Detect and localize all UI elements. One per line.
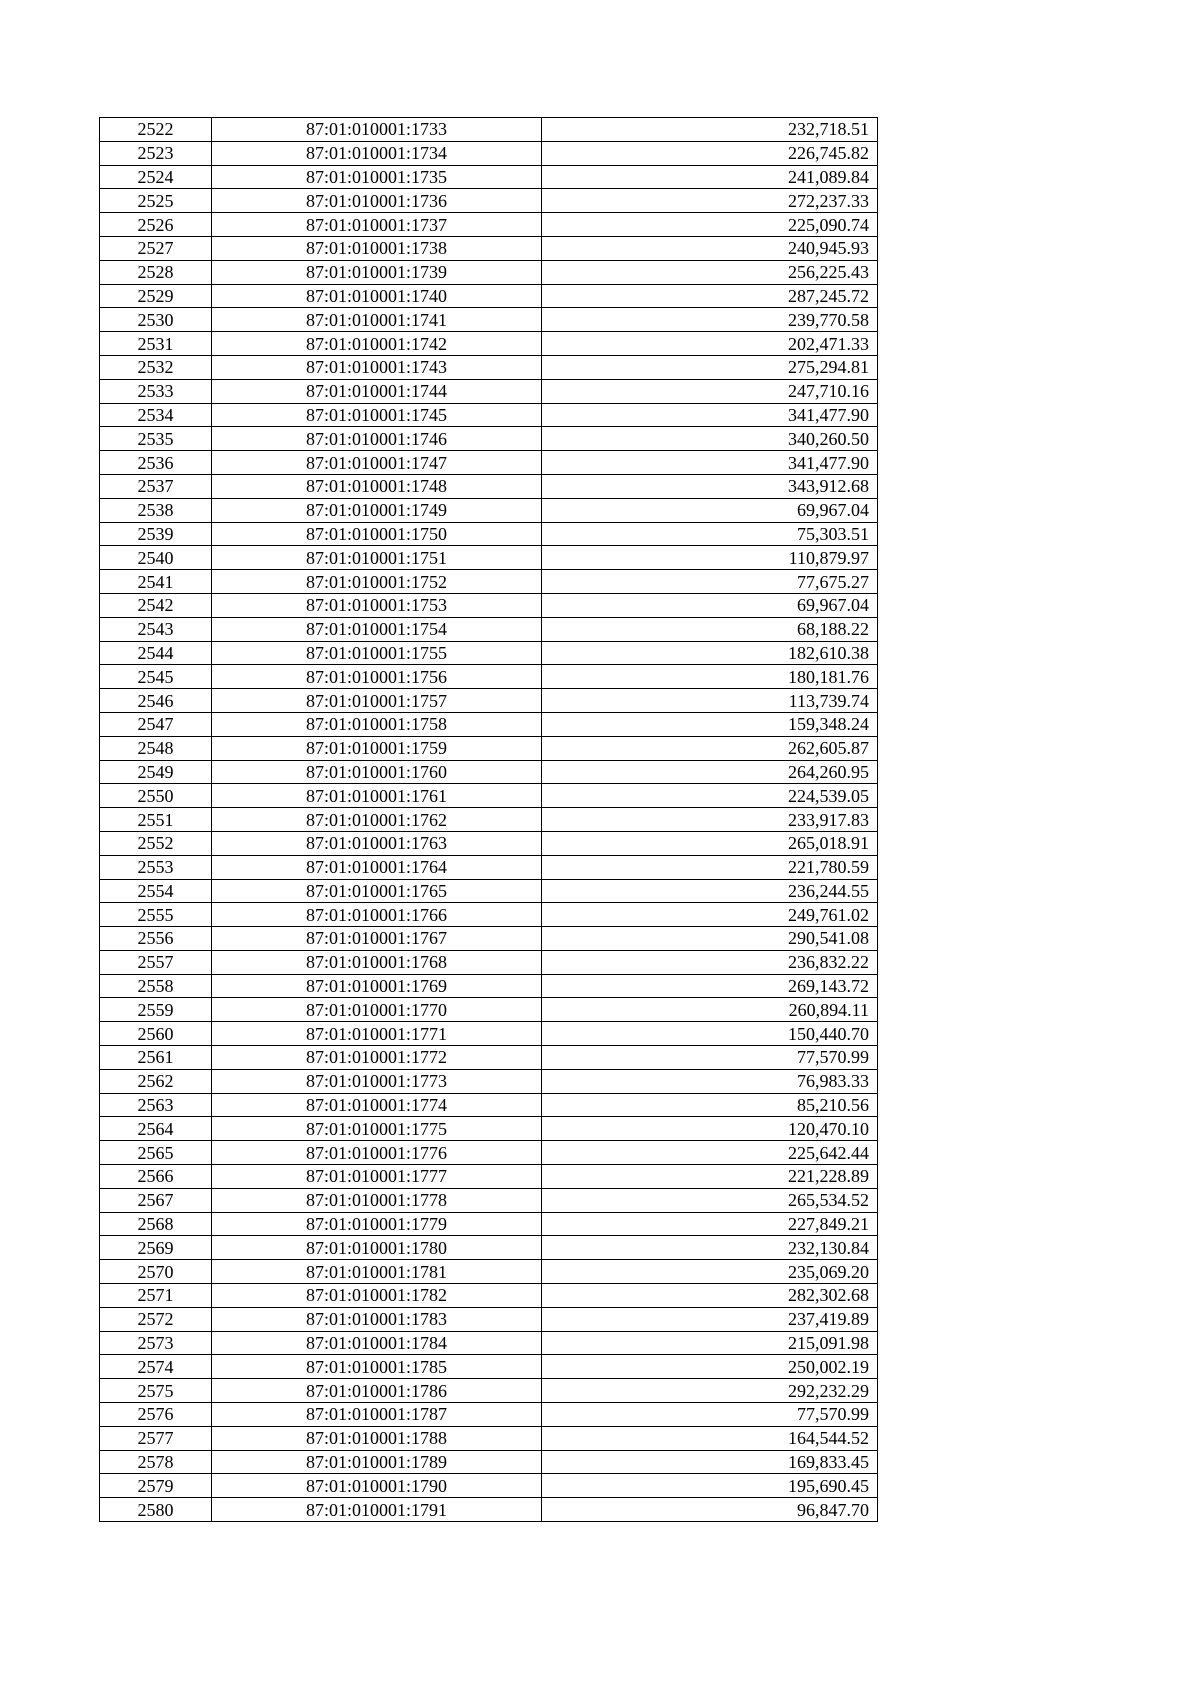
table-row — [100, 403, 878, 427]
row-number-cell: 2566 — [100, 1165, 212, 1189]
row-number-cell: 2550 — [100, 784, 212, 808]
cadastral-number-cell: 87:01:010001:1783 — [212, 1307, 542, 1331]
cadastral-value-cell: 226,745.82 — [542, 141, 878, 165]
cadastral-value-cell: 292,232.29 — [542, 1379, 878, 1403]
cadastral-number-cell: 87:01:010001:1753 — [212, 593, 542, 617]
row-number-cell: 2526 — [100, 213, 212, 237]
table-row — [100, 522, 878, 546]
cadastral-value-cell: 221,228.89 — [542, 1165, 878, 1189]
row-number-cell: 2573 — [100, 1331, 212, 1355]
cadastral-value-cell: 225,090.74 — [542, 213, 878, 237]
cadastral-value-cell: 77,570.99 — [542, 1046, 878, 1070]
cadastral-number-cell: 87:01:010001:1757 — [212, 689, 542, 713]
cadastral-value-cell: 343,912.68 — [542, 474, 878, 498]
cadastral-number-cell: 87:01:010001:1750 — [212, 522, 542, 546]
row-number-cell: 2542 — [100, 593, 212, 617]
table-row — [100, 1236, 878, 1260]
cadastral-value-cell: 85,210.56 — [542, 1093, 878, 1117]
row-number-cell: 2539 — [100, 522, 212, 546]
row-number-cell: 2554 — [100, 879, 212, 903]
cadastral-value-cell: 232,718.51 — [542, 118, 878, 142]
table-row — [100, 1307, 878, 1331]
cadastral-number-cell: 87:01:010001:1778 — [212, 1188, 542, 1212]
cadastral-value-cell: 247,710.16 — [542, 379, 878, 403]
row-number-cell: 2544 — [100, 641, 212, 665]
table-row — [100, 236, 878, 260]
cadastral-value-cell: 96,847.70 — [542, 1498, 878, 1522]
table-row — [100, 1093, 878, 1117]
table-row — [100, 451, 878, 475]
row-number-cell: 2570 — [100, 1260, 212, 1284]
row-number-cell: 2541 — [100, 570, 212, 594]
row-number-cell: 2538 — [100, 498, 212, 522]
cadastral-value-cell: 249,761.02 — [542, 903, 878, 927]
cadastral-value-cell: 225,642.44 — [542, 1141, 878, 1165]
table-row — [100, 165, 878, 189]
cadastral-value-cell: 269,143.72 — [542, 974, 878, 998]
cadastral-value-cell: 233,917.83 — [542, 808, 878, 832]
cadastral-number-cell: 87:01:010001:1779 — [212, 1212, 542, 1236]
table-row — [100, 1165, 878, 1189]
row-number-cell: 2571 — [100, 1284, 212, 1308]
cadastral-value-cell: 69,967.04 — [542, 498, 878, 522]
cadastral-value-cell: 265,534.52 — [542, 1188, 878, 1212]
row-number-cell: 2578 — [100, 1450, 212, 1474]
row-number-cell: 2580 — [100, 1498, 212, 1522]
row-number-cell: 2561 — [100, 1046, 212, 1070]
cadastral-number-cell: 87:01:010001:1787 — [212, 1403, 542, 1427]
cadastral-number-cell: 87:01:010001:1748 — [212, 474, 542, 498]
cadastral-value-cell: 341,477.90 — [542, 403, 878, 427]
cadastral-value-cell: 237,419.89 — [542, 1307, 878, 1331]
cadastral-number-cell: 87:01:010001:1765 — [212, 879, 542, 903]
row-number-cell: 2559 — [100, 998, 212, 1022]
table-row — [100, 1284, 878, 1308]
row-number-cell: 2533 — [100, 379, 212, 403]
cadastral-number-cell: 87:01:010001:1751 — [212, 546, 542, 570]
cadastral-value-cell: 77,675.27 — [542, 570, 878, 594]
table-row — [100, 213, 878, 237]
row-number-cell: 2548 — [100, 736, 212, 760]
row-number-cell: 2531 — [100, 332, 212, 356]
cadastral-number-cell: 87:01:010001:1791 — [212, 1498, 542, 1522]
cadastral-value-cell: 290,541.08 — [542, 927, 878, 951]
table-row — [100, 308, 878, 332]
cadastral-number-cell: 87:01:010001:1780 — [212, 1236, 542, 1260]
cadastral-number-cell: 87:01:010001:1786 — [212, 1379, 542, 1403]
cadastral-number-cell: 87:01:010001:1735 — [212, 165, 542, 189]
cadastral-value-cell: 241,089.84 — [542, 165, 878, 189]
table-row — [100, 332, 878, 356]
row-number-cell: 2556 — [100, 927, 212, 951]
cadastral-number-cell: 87:01:010001:1789 — [212, 1450, 542, 1474]
cadastral-number-cell: 87:01:010001:1737 — [212, 213, 542, 237]
cadastral-value-cell: 272,237.33 — [542, 189, 878, 213]
cadastral-number-cell: 87:01:010001:1752 — [212, 570, 542, 594]
cadastral-number-cell: 87:01:010001:1770 — [212, 998, 542, 1022]
cadastral-number-cell: 87:01:010001:1777 — [212, 1165, 542, 1189]
cadastral-value-cell: 182,610.38 — [542, 641, 878, 665]
cadastral-value-cell: 235,069.20 — [542, 1260, 878, 1284]
cadastral-number-cell: 87:01:010001:1758 — [212, 712, 542, 736]
cadastral-number-cell: 87:01:010001:1749 — [212, 498, 542, 522]
table-row — [100, 712, 878, 736]
cadastral-value-cell: 195,690.45 — [542, 1474, 878, 1498]
cadastral-value-cell: 69,967.04 — [542, 593, 878, 617]
row-number-cell: 2576 — [100, 1403, 212, 1427]
cadastral-number-cell: 87:01:010001:1756 — [212, 665, 542, 689]
table-row — [100, 474, 878, 498]
row-number-cell: 2577 — [100, 1426, 212, 1450]
row-number-cell: 2543 — [100, 617, 212, 641]
cadastral-value-cell: 224,539.05 — [542, 784, 878, 808]
table-row — [100, 427, 878, 451]
row-number-cell: 2522 — [100, 118, 212, 142]
table-row — [100, 189, 878, 213]
cadastral-number-cell: 87:01:010001:1782 — [212, 1284, 542, 1308]
row-number-cell: 2568 — [100, 1212, 212, 1236]
row-number-cell: 2569 — [100, 1236, 212, 1260]
table-row — [100, 498, 878, 522]
table-row — [100, 1450, 878, 1474]
cadastral-value-cell: 180,181.76 — [542, 665, 878, 689]
table-row — [100, 1022, 878, 1046]
cadastral-number-cell: 87:01:010001:1781 — [212, 1260, 542, 1284]
cadastral-number-cell: 87:01:010001:1774 — [212, 1093, 542, 1117]
cadastral-value-cell: 240,945.93 — [542, 236, 878, 260]
cadastral-number-cell: 87:01:010001:1755 — [212, 641, 542, 665]
row-number-cell: 2546 — [100, 689, 212, 713]
table-row — [100, 808, 878, 832]
cadastral-value-cell: 120,470.10 — [542, 1117, 878, 1141]
table-row — [100, 284, 878, 308]
table-row — [100, 379, 878, 403]
cadastral-value-cell: 256,225.43 — [542, 260, 878, 284]
table-row — [100, 1260, 878, 1284]
table-row — [100, 593, 878, 617]
table-row — [100, 118, 878, 142]
cadastral-value-cell: 232,130.84 — [542, 1236, 878, 1260]
table-row — [100, 1379, 878, 1403]
table-row — [100, 689, 878, 713]
cadastral-value-cell: 76,983.33 — [542, 1069, 878, 1093]
table-row — [100, 1141, 878, 1165]
cadastral-number-cell: 87:01:010001:1767 — [212, 927, 542, 951]
table-row — [100, 665, 878, 689]
cadastral-number-cell: 87:01:010001:1773 — [212, 1069, 542, 1093]
table-body — [100, 118, 878, 1522]
cadastral-number-cell: 87:01:010001:1790 — [212, 1474, 542, 1498]
table-row — [100, 141, 878, 165]
cadastral-value-cell: 68,188.22 — [542, 617, 878, 641]
cadastral-number-cell: 87:01:010001:1760 — [212, 760, 542, 784]
cadastral-value-cell: 77,570.99 — [542, 1403, 878, 1427]
row-number-cell: 2558 — [100, 974, 212, 998]
table-row — [100, 831, 878, 855]
row-number-cell: 2557 — [100, 950, 212, 974]
cadastral-number-cell: 87:01:010001:1762 — [212, 808, 542, 832]
cadastral-number-cell: 87:01:010001:1738 — [212, 236, 542, 260]
table-row — [100, 1069, 878, 1093]
row-number-cell: 2536 — [100, 451, 212, 475]
row-number-cell: 2572 — [100, 1307, 212, 1331]
row-number-cell: 2560 — [100, 1022, 212, 1046]
row-number-cell: 2537 — [100, 474, 212, 498]
table-row — [100, 1403, 878, 1427]
cadastral-number-cell: 87:01:010001:1746 — [212, 427, 542, 451]
table-row — [100, 1498, 878, 1522]
cadastral-number-cell: 87:01:010001:1745 — [212, 403, 542, 427]
cadastral-number-cell: 87:01:010001:1754 — [212, 617, 542, 641]
cadastral-number-cell: 87:01:010001:1740 — [212, 284, 542, 308]
cadastral-number-cell: 87:01:010001:1784 — [212, 1331, 542, 1355]
cadastral-number-cell: 87:01:010001:1741 — [212, 308, 542, 332]
row-number-cell: 2532 — [100, 355, 212, 379]
table-row — [100, 641, 878, 665]
cadastral-value-cell: 164,544.52 — [542, 1426, 878, 1450]
row-number-cell: 2549 — [100, 760, 212, 784]
table-row — [100, 355, 878, 379]
table-row — [100, 1331, 878, 1355]
cadastral-value-cell: 239,770.58 — [542, 308, 878, 332]
table-row — [100, 570, 878, 594]
row-number-cell: 2552 — [100, 831, 212, 855]
row-number-cell: 2551 — [100, 808, 212, 832]
row-number-cell: 2525 — [100, 189, 212, 213]
cadastral-value-cell: 215,091.98 — [542, 1331, 878, 1355]
table-row — [100, 903, 878, 927]
table-row — [100, 260, 878, 284]
row-number-cell: 2547 — [100, 712, 212, 736]
cadastral-number-cell: 87:01:010001:1736 — [212, 189, 542, 213]
table-row — [100, 1474, 878, 1498]
cadastral-value-cell: 221,780.59 — [542, 855, 878, 879]
row-number-cell: 2540 — [100, 546, 212, 570]
row-number-cell: 2553 — [100, 855, 212, 879]
cadastral-number-cell: 87:01:010001:1775 — [212, 1117, 542, 1141]
cadastral-value-cell: 287,245.72 — [542, 284, 878, 308]
row-number-cell: 2545 — [100, 665, 212, 689]
table-row — [100, 784, 878, 808]
cadastral-value-cell: 341,477.90 — [542, 451, 878, 475]
table-row — [100, 1212, 878, 1236]
row-number-cell: 2574 — [100, 1355, 212, 1379]
cadastral-value-cell: 202,471.33 — [542, 332, 878, 356]
row-number-cell: 2563 — [100, 1093, 212, 1117]
cadastral-value-cell: 169,833.45 — [542, 1450, 878, 1474]
row-number-cell: 2575 — [100, 1379, 212, 1403]
cadastral-value-cell: 227,849.21 — [542, 1212, 878, 1236]
row-number-cell: 2579 — [100, 1474, 212, 1498]
cadastral-value-cell: 262,605.87 — [542, 736, 878, 760]
cadastral-value-cell: 110,879.97 — [542, 546, 878, 570]
table-row — [100, 1046, 878, 1070]
table-row — [100, 546, 878, 570]
cadastral-value-cell: 236,244.55 — [542, 879, 878, 903]
cadastral-number-cell: 87:01:010001:1742 — [212, 332, 542, 356]
row-number-cell: 2528 — [100, 260, 212, 284]
row-number-cell: 2567 — [100, 1188, 212, 1212]
row-number-cell: 2535 — [100, 427, 212, 451]
cadastral-value-cell: 282,302.68 — [542, 1284, 878, 1308]
cadastral-number-cell: 87:01:010001:1772 — [212, 1046, 542, 1070]
cadastral-value-cell: 236,832.22 — [542, 950, 878, 974]
cadastral-number-cell: 87:01:010001:1768 — [212, 950, 542, 974]
cadastral-value-cell: 159,348.24 — [542, 712, 878, 736]
table-row — [100, 1188, 878, 1212]
table-row — [100, 617, 878, 641]
row-number-cell: 2529 — [100, 284, 212, 308]
cadastral-value-cell: 150,440.70 — [542, 1022, 878, 1046]
cadastral-value-cell: 250,002.19 — [542, 1355, 878, 1379]
cadastral-number-cell: 87:01:010001:1761 — [212, 784, 542, 808]
cadastral-number-cell: 87:01:010001:1776 — [212, 1141, 542, 1165]
cadastral-value-cell: 340,260.50 — [542, 427, 878, 451]
cadastral-number-cell: 87:01:010001:1733 — [212, 118, 542, 142]
table-row — [100, 950, 878, 974]
table-row — [100, 974, 878, 998]
table-row — [100, 879, 878, 903]
cadastral-number-cell: 87:01:010001:1759 — [212, 736, 542, 760]
cadastral-number-cell: 87:01:010001:1744 — [212, 379, 542, 403]
cadastral-number-cell: 87:01:010001:1769 — [212, 974, 542, 998]
cadastral-value-cell: 260,894.11 — [542, 998, 878, 1022]
row-number-cell: 2534 — [100, 403, 212, 427]
row-number-cell: 2565 — [100, 1141, 212, 1165]
cadastral-number-cell: 87:01:010001:1764 — [212, 855, 542, 879]
table-row — [100, 736, 878, 760]
cadastral-value-cell: 113,739.74 — [542, 689, 878, 713]
cadastral-value-cell: 75,303.51 — [542, 522, 878, 546]
table-row — [100, 998, 878, 1022]
table-row — [100, 1117, 878, 1141]
cadastral-number-cell: 87:01:010001:1747 — [212, 451, 542, 475]
cadastral-number-cell: 87:01:010001:1788 — [212, 1426, 542, 1450]
cadastral-value-table — [99, 117, 878, 1522]
cadastral-number-cell: 87:01:010001:1766 — [212, 903, 542, 927]
table-row — [100, 1355, 878, 1379]
row-number-cell: 2530 — [100, 308, 212, 332]
row-number-cell: 2562 — [100, 1069, 212, 1093]
cadastral-value-cell: 275,294.81 — [542, 355, 878, 379]
row-number-cell: 2524 — [100, 165, 212, 189]
cadastral-number-cell: 87:01:010001:1743 — [212, 355, 542, 379]
cadastral-value-cell: 265,018.91 — [542, 831, 878, 855]
cadastral-value-cell: 264,260.95 — [542, 760, 878, 784]
cadastral-number-cell: 87:01:010001:1785 — [212, 1355, 542, 1379]
cadastral-number-cell: 87:01:010001:1763 — [212, 831, 542, 855]
table-row — [100, 760, 878, 784]
row-number-cell: 2523 — [100, 141, 212, 165]
table-row — [100, 855, 878, 879]
row-number-cell: 2564 — [100, 1117, 212, 1141]
cadastral-number-cell: 87:01:010001:1739 — [212, 260, 542, 284]
table-row — [100, 1426, 878, 1450]
row-number-cell: 2527 — [100, 236, 212, 260]
row-number-cell: 2555 — [100, 903, 212, 927]
table-row — [100, 927, 878, 951]
cadastral-number-cell: 87:01:010001:1734 — [212, 141, 542, 165]
cadastral-number-cell: 87:01:010001:1771 — [212, 1022, 542, 1046]
